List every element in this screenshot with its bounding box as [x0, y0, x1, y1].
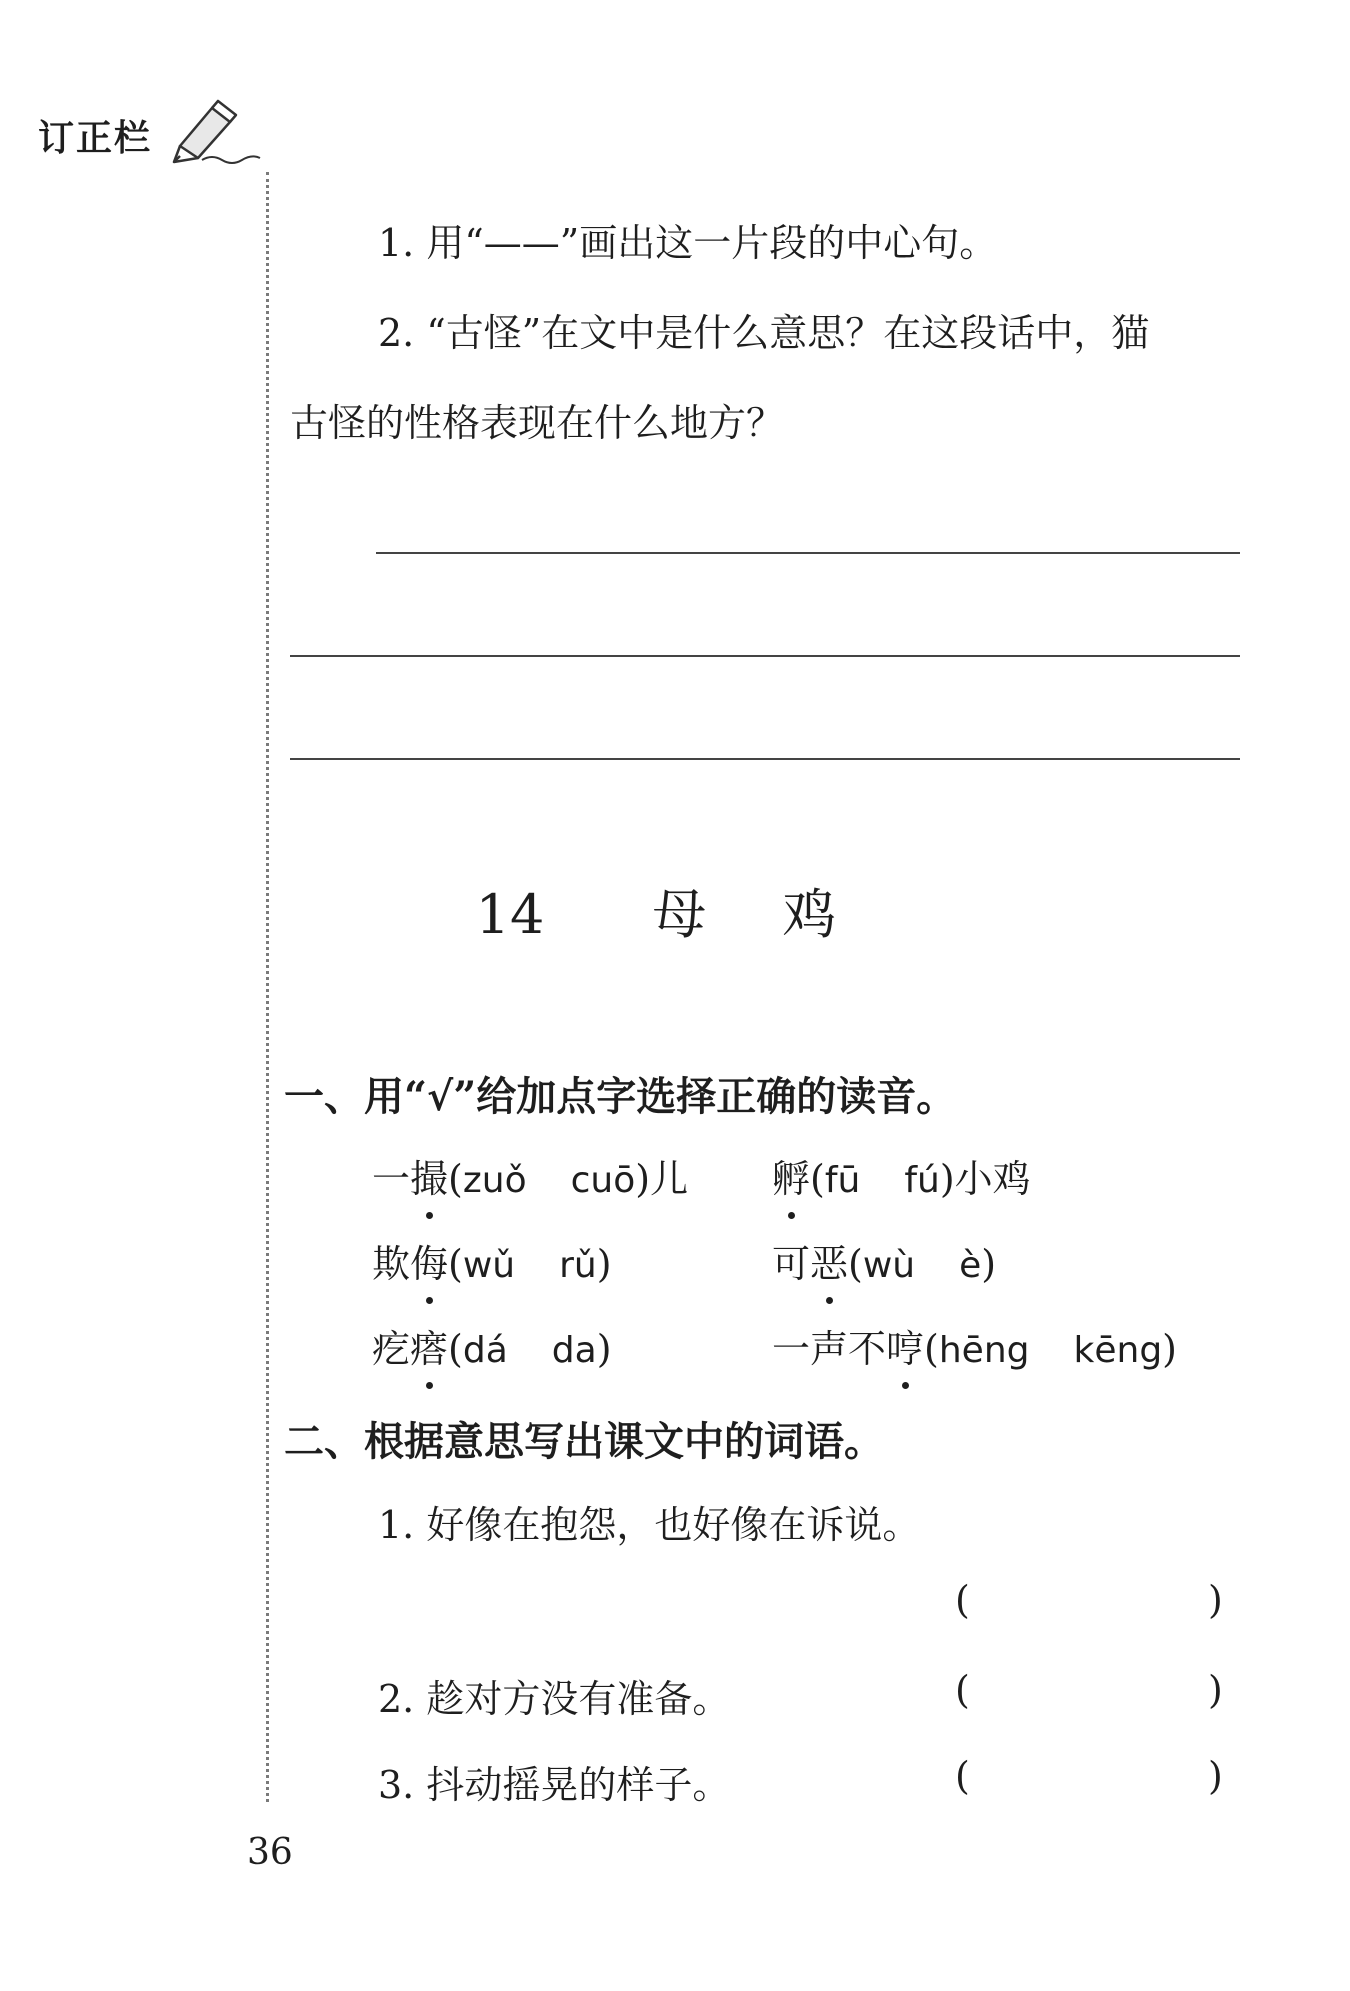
answer-line[interactable]: [376, 552, 1240, 554]
answer-paren-close: ): [1208, 1668, 1223, 1712]
pinyin-item: 疙瘩(dá da): [372, 1318, 612, 1373]
lesson-title: [0, 872, 1350, 949]
pinyin-item: 孵(fū fú)小鸡: [772, 1148, 1031, 1203]
pinyin-option[interactable]: cuō: [570, 1160, 636, 1201]
question-1: 1. 用“——”画出这一片段的中心句。: [378, 221, 998, 265]
pinyin-item: 一撮(zuǒ cuō)儿: [372, 1148, 688, 1203]
meaning-item-2: 2. 趁对方没有准备。: [378, 1677, 731, 1721]
pinyin-item: 欺侮(wǔ rǔ): [372, 1233, 612, 1288]
question-2-line-2: 古怪的性格表现在什么地方？: [290, 401, 785, 445]
pinyin-option[interactable]: kēng: [1073, 1330, 1163, 1371]
dotted-char: 撮: [410, 1148, 448, 1203]
answer-blank[interactable]: [985, 1580, 1185, 1626]
pinyin-row: [0, 1233, 1350, 1286]
answer-blank[interactable]: [985, 1670, 1185, 1716]
pinyin-row: [0, 1318, 1350, 1371]
pinyin-item: 可恶(wù è): [772, 1233, 996, 1288]
answer-paren-open: (: [955, 1668, 970, 1712]
pinyin-option[interactable]: fú: [904, 1160, 940, 1201]
answer-paren-open: (: [955, 1754, 970, 1798]
answer-paren-open: (: [955, 1578, 970, 1622]
answer-paren-close: ): [1208, 1578, 1223, 1622]
answer-paren-close: ): [1208, 1754, 1223, 1798]
pinyin-option[interactable]: zuǒ: [462, 1160, 527, 1201]
pinyin-row: [0, 1148, 1350, 1201]
page-number: 36: [247, 1832, 293, 1873]
margin-dotted-line: [266, 172, 269, 1802]
section-2-heading: 二、根据意思写出课文中的词语。: [284, 1418, 884, 1465]
pinyin-option[interactable]: hēng: [938, 1330, 1030, 1371]
lesson-title-char-1: 母: [652, 883, 707, 946]
lesson-number: 14: [475, 883, 545, 946]
pinyin-option[interactable]: è: [959, 1245, 982, 1286]
dotted-char: 孵: [772, 1148, 810, 1203]
pinyin-option[interactable]: wǔ: [462, 1245, 516, 1286]
section-1-heading: 一、用“√”给加点字选择正确的读音。: [284, 1073, 957, 1120]
pinyin-option[interactable]: rǔ: [559, 1245, 597, 1286]
pencil-icon: [172, 96, 262, 166]
answer-line[interactable]: [290, 655, 1240, 657]
correction-column-label: 订正栏: [38, 118, 153, 159]
pinyin-option[interactable]: fū: [824, 1160, 861, 1201]
pinyin-option[interactable]: wù: [862, 1245, 916, 1286]
dotted-char: 侮: [410, 1233, 448, 1288]
dotted-char: 哼: [886, 1318, 924, 1373]
pinyin-option[interactable]: dá: [462, 1330, 508, 1371]
answer-blank[interactable]: [985, 1756, 1185, 1802]
pinyin-option[interactable]: da: [551, 1330, 597, 1371]
meaning-item-1: 1. 好像在抱怨，也好像在诉说。: [378, 1503, 921, 1547]
lesson-title-char-2: 鸡: [782, 883, 837, 946]
dotted-char: 恶: [810, 1233, 848, 1288]
question-2-line-1: 2. “古怪”在文中是什么意思？在这段话中，猫: [378, 311, 1150, 355]
dotted-char: 瘩: [410, 1318, 448, 1373]
answer-line[interactable]: [290, 758, 1240, 760]
pinyin-item: 一声不哼(hēng kēng): [772, 1318, 1177, 1373]
meaning-item-3: 3. 抖动摇晃的样子。: [378, 1763, 731, 1807]
